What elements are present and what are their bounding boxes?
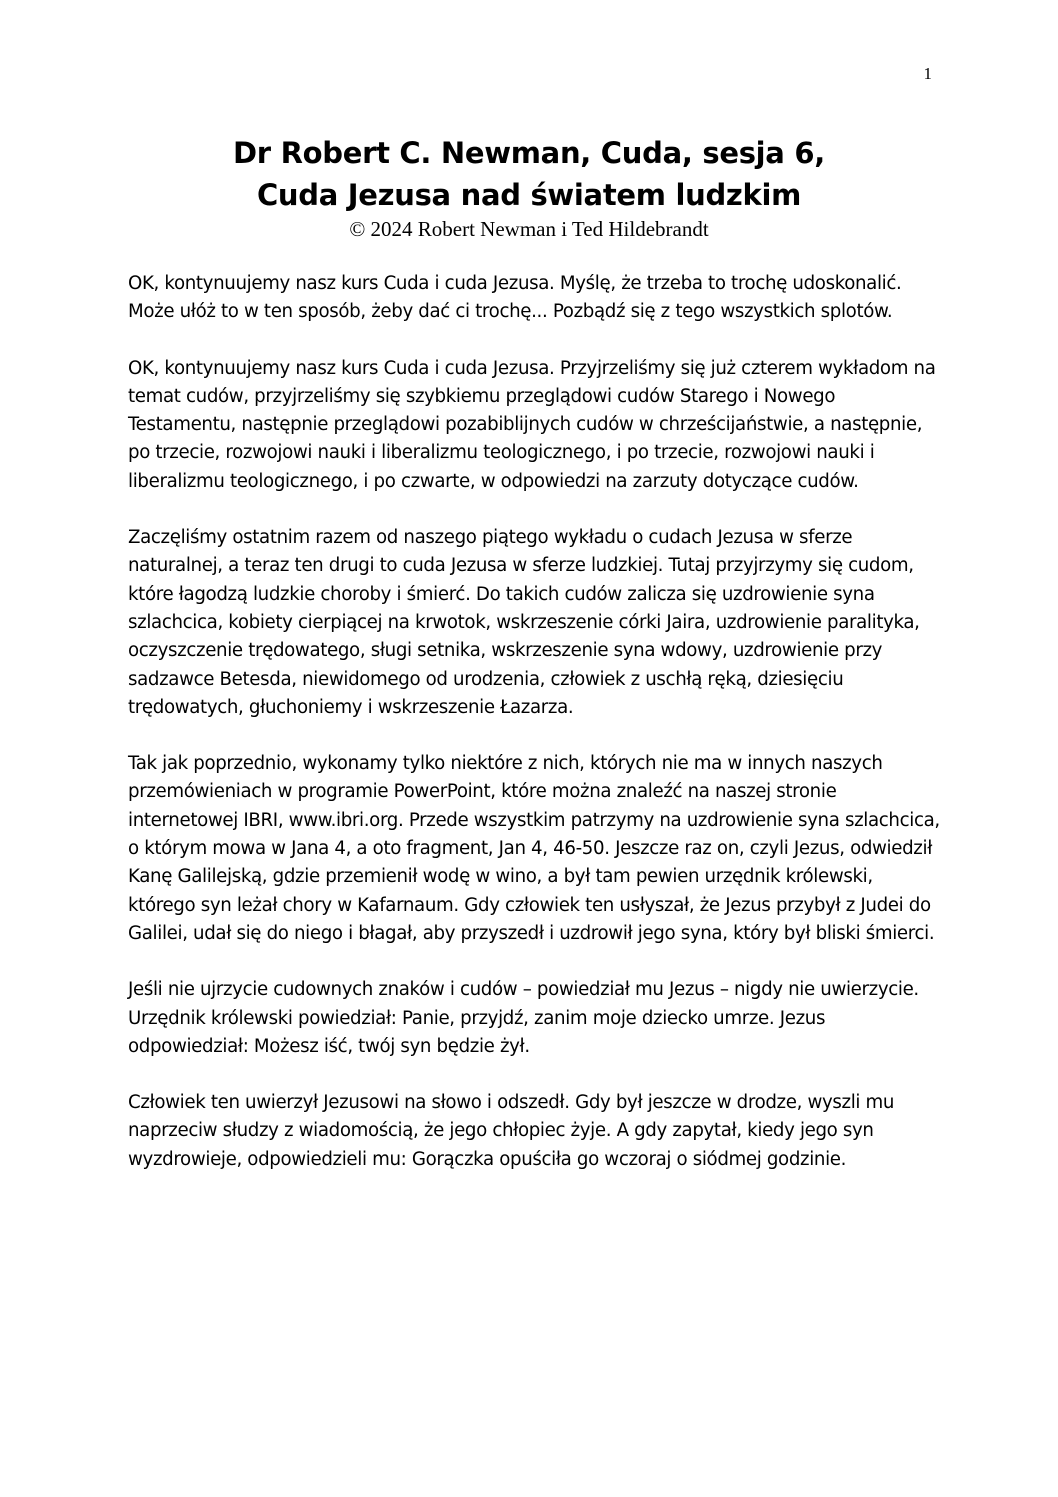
page-title-line-2: Cuda Jezusa nad światem ludzkim xyxy=(256,178,802,212)
page-number: 1 xyxy=(923,64,932,83)
title-block xyxy=(0,132,1058,242)
paragraph-5: Jeśli nie ujrzycie cudownych znaków i cudów – powiedział mu Jezus – nigdy nie uwierzycie. Urzędnik królewski powiedział: Panie, przyjdź, zanim moje dziecko umrze. Jezus odpowiedział: Możesz iść, twój syn będzie żył. xyxy=(128,979,919,1057)
paragraph-6: Człowiek ten uwierzył Jezusowi na słowo i odszedł. Gdy był jeszcze w drodze, wyszli mu naprzeciw słudzy z wiadomością, że jego chłopiec żyje. A gdy zapytał, kiedy jego syn wyzdrowieje, odpowiedzieli mu: Gorączka opuściła go wczoraj o siódmej godzinie. xyxy=(128,1092,895,1170)
paragraph-2: OK, kontynuujemy nasz kurs Cuda i cuda Jezusa. Przyjrzeliśmy się już czterem wykładom na temat cudów, przyjrzeliśmy się szybkiemu przeglądowi cudów Starego i Nowego Testamentu, następnie przeglądowi pozabiblijnych cudów w chrześcijaństwie, a następnie, po trzecie, rozwojowi nauki i liberalizmu teologicznego, i po trzecie, rozwojowi nauki i liberalizmu teologicznego, i po czwarte, w odpowiedzi na zarzuty dotyczące cudów. xyxy=(128,357,936,492)
document-body xyxy=(128,270,940,1202)
copyright-notice: © 2024 Robert Newman i Ted Hildebrandt xyxy=(349,217,709,241)
paragraph-3: Zaczęliśmy ostatnim razem od naszego piątego wykładu o cudach Jezusa w sferze naturalnej, a teraz ten drugi to cuda Jezusa w sferze ludzkiej. Tutaj przyjrzymy się cudom, które łagodzą ludzkie choroby i śmierć. Do takich cudów zalicza się uzdrowienie syna szlachcica, kobiety cierpiącej na krwotok, wskrzeszenie córki Jaira, uzdrowienie paralityka, oczyszczenie trędowatego, sługi setnika, wskrzeszenie syna wdowy, uzdrowienie przy sadzawce Betesda, niewidomego od urodzenia, człowiek z uschłą ręką, dziesięciu trędowatych, głuchoniemy i wskrzeszenie Łazarza. xyxy=(128,527,920,718)
page-title-line-1: Dr Robert C. Newman, Cuda, sesja 6, xyxy=(233,136,825,170)
paragraph-4: Tak jak poprzednio, wykonamy tylko niektóre z nich, których nie ma w innych naszych przemówieniach w programie PowerPoint, które można znaleźć na naszej stronie internetowej IBRI, www.ibri.org. Przede wszystkim patrzymy na uzdrowienie syna szlachcica, o którym mowa w Jana 4, a oto fragment, Jan 4, 46-50. Jeszcze raz on, czyli Jezus, odwiedził Kanę Galilejską, gdzie przemienił wodę w wino, a był tam pewien urzędnik królewski, którego syn leżał chory w Kafarnaum. Gdy człowiek ten usłyszał, że Jezus przybył z Judei do Galilei, udał się do niego i błagał, aby przyszedł i uzdrowił jego syna, który był bliski śmierci. xyxy=(128,753,940,944)
paragraph-1: OK, kontynuujemy nasz kurs Cuda i cuda Jezusa. Myślę, że trzeba to trochę udoskonalić. Może ułóż to w ten sposób, żeby dać ci trochę... Pozbądź się z tego wszystkich splotów. xyxy=(128,273,902,323)
